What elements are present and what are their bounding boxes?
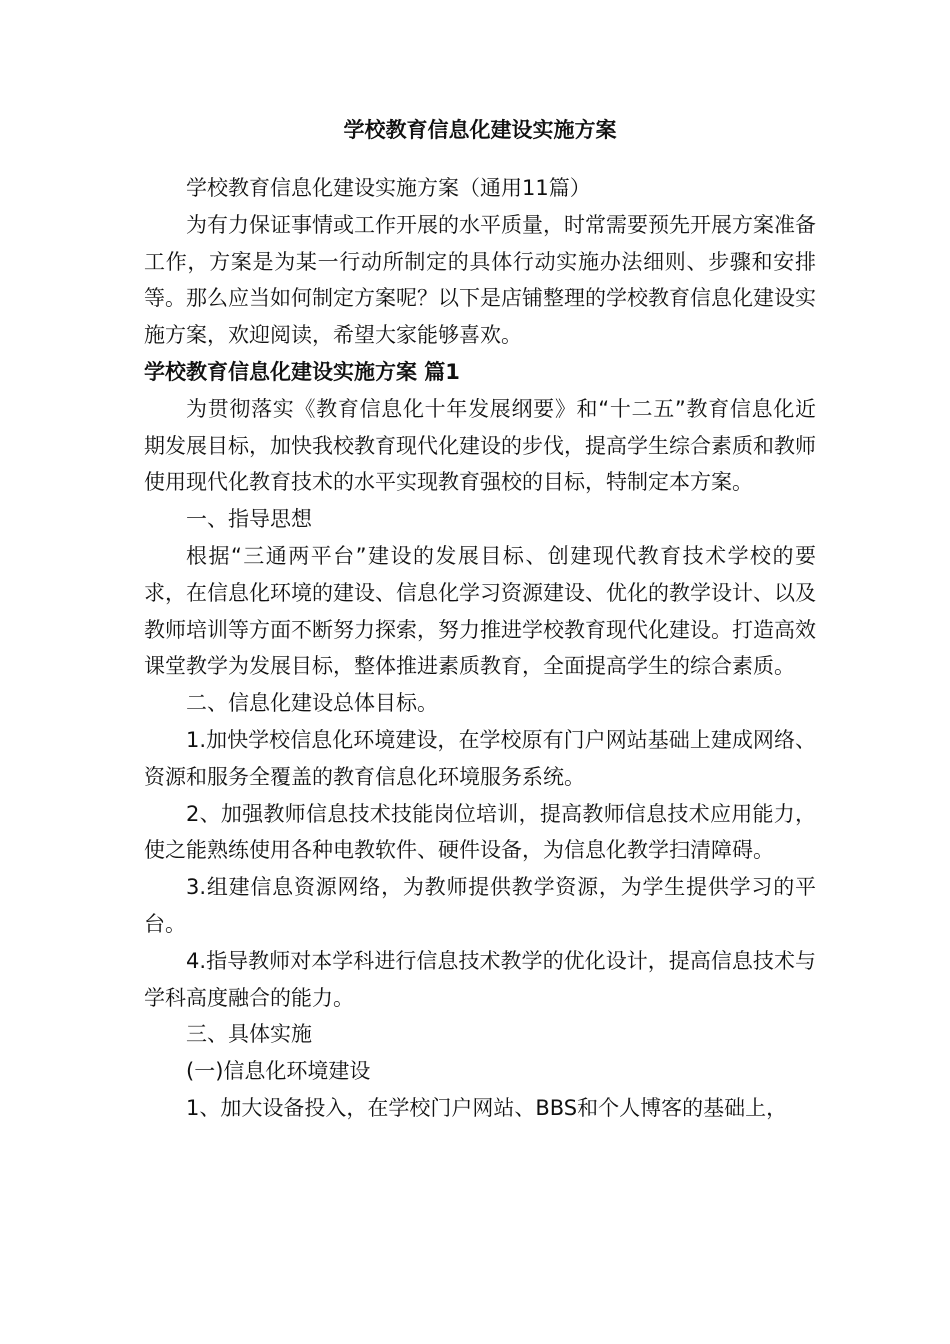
list-item: 2、加强教师信息技术技能岗位培训，提高教师信息技术应用能力，使之能熟练使用各种电教软件、硬件设备，为信息化教学扫清障碍。 — [144, 801, 816, 863]
subheading-implementation: 三、具体实施 — [186, 1022, 312, 1047]
subheading-environment: (一)信息化环境建设 — [186, 1059, 371, 1084]
document-title: 学校教育信息化建设实施方案 — [343, 118, 617, 142]
paragraph: 根据“三通两平台”建设的发展目标、创建现代教育技术学校的要求，在信息化环境的建设、信息化学习资源建设、优化的教学设计、以及教师培训等方面不断努力探索，努力推进学校教育现代化建设。打造高效课堂教学为发展目标，整体推进素质教育，全面提高学生的综合素质。 — [144, 543, 816, 679]
paragraph-subtitle: 学校教育信息化建设实施方案（通用11篇） — [186, 176, 591, 200]
document-page — [144, 110, 816, 1127]
paragraph: 为贯彻落实《教育信息化十年发展纲要》和“十二五”教育信息化近期发展目标，加快我校教育现代化建设的步伐，提高学生综合素质和教师使用现代化教育技术的水平实现教育强校的目标，特制定本方案。 — [144, 396, 816, 495]
list-item: 1.加快学校信息化环境建设，在学校原有门户网站基础上建成网络、资源和服务全覆盖的教育信息化环境服务系统。 — [144, 727, 816, 789]
subheading-overall-goal: 二、信息化建设总体目标。 — [186, 691, 438, 716]
list-item: 1、加大设备投入，在学校门户网站、BBS和个人博客的基础上， — [186, 1095, 788, 1120]
paragraph-intro: 为有力保证事情或工作开展的水平质量，时常需要预先开展方案准备工作，方案是为某一行动所制定的具体行动实施办法细则、步骤和安排等。那么应当如何制定方案呢？以下是店铺整理的学校教育信息化建设实施方案，欢迎阅读，希望大家能够喜欢。 — [144, 212, 816, 348]
list-item: 3.组建信息资源网络，为教师提供教学资源，为学生提供学习的平台。 — [144, 875, 816, 936]
section-heading: 学校教育信息化建设实施方案 篇1 — [144, 359, 460, 384]
subheading-guiding-idea: 一、指导思想 — [186, 507, 312, 532]
list-item: 4.指导教师对本学科进行信息技术教学的优化设计，提高信息技术与学科高度融合的能力。 — [144, 948, 816, 1010]
